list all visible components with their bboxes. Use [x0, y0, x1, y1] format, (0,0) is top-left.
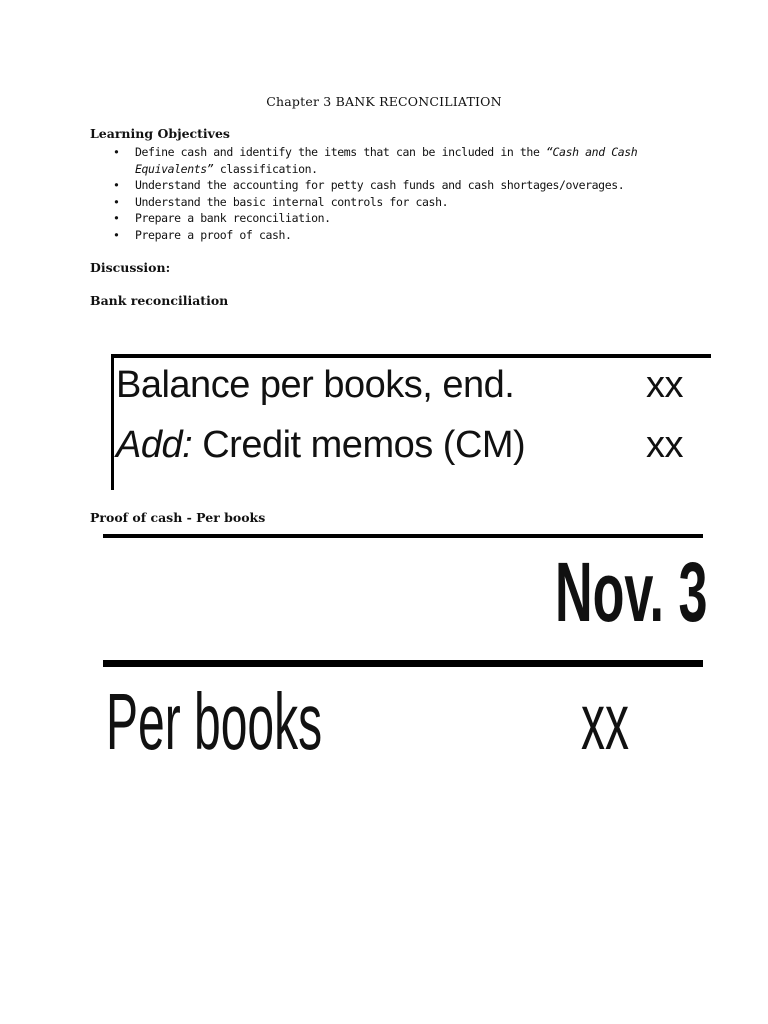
credit-memos-row [116, 424, 683, 467]
per-books-amount: xx [581, 677, 629, 766]
bullet-icon: • [113, 178, 120, 192]
learning-objectives-heading: Learning Objectives [90, 126, 230, 141]
slide-left-rule [111, 354, 114, 490]
bank-reconciliation-slide [108, 352, 683, 494]
proof-of-cash-heading: Proof of cash - Per books [90, 510, 266, 525]
objective-text: Understand the basic internal controls for cash. [135, 194, 449, 209]
slide-top-rule [103, 534, 703, 538]
row-amount: xx [646, 364, 683, 406]
objective-text: Prepare a proof of cash. [135, 227, 292, 242]
list-item [110, 177, 680, 194]
row-amount: xx [646, 424, 683, 466]
bullet-icon: • [113, 145, 120, 159]
bank-reconciliation-heading: Bank reconciliation [90, 293, 229, 308]
bullet-icon: • [113, 227, 120, 242]
column-header: Nov. 3 [555, 545, 708, 639]
bullet-icon: • [113, 211, 120, 225]
list-item [110, 210, 680, 227]
objective-text-end: classification. [213, 161, 318, 176]
objective-text: Define cash and identify the items that can be included in the [135, 145, 546, 159]
proof-of-cash-slide [103, 532, 708, 782]
list-item [110, 144, 680, 177]
objective-text: Prepare a bank reconciliation. [135, 211, 331, 225]
objectives-list [110, 144, 680, 243]
slide-top-rule [111, 354, 711, 358]
discussion-heading: Discussion: [90, 260, 171, 275]
list-item [110, 194, 680, 211]
bullet-icon: • [113, 194, 120, 209]
objective-emphasis: “Cash and Cash Equivalents” [135, 145, 638, 176]
add-prefix: Add: [116, 424, 193, 466]
row-label: Balance per books, end. [116, 364, 515, 406]
slide-header-rule [103, 660, 703, 667]
per-books-label: Per books [106, 677, 323, 766]
page-title: Chapter 3 BANK RECONCILIATION [266, 94, 502, 109]
row-label: Credit memos (CM) [192, 424, 526, 466]
objective-text: Understand the accounting for petty cash funds and cash shortages/overages. [135, 178, 625, 192]
balance-per-books-row [116, 364, 683, 407]
list-item [110, 227, 680, 244]
